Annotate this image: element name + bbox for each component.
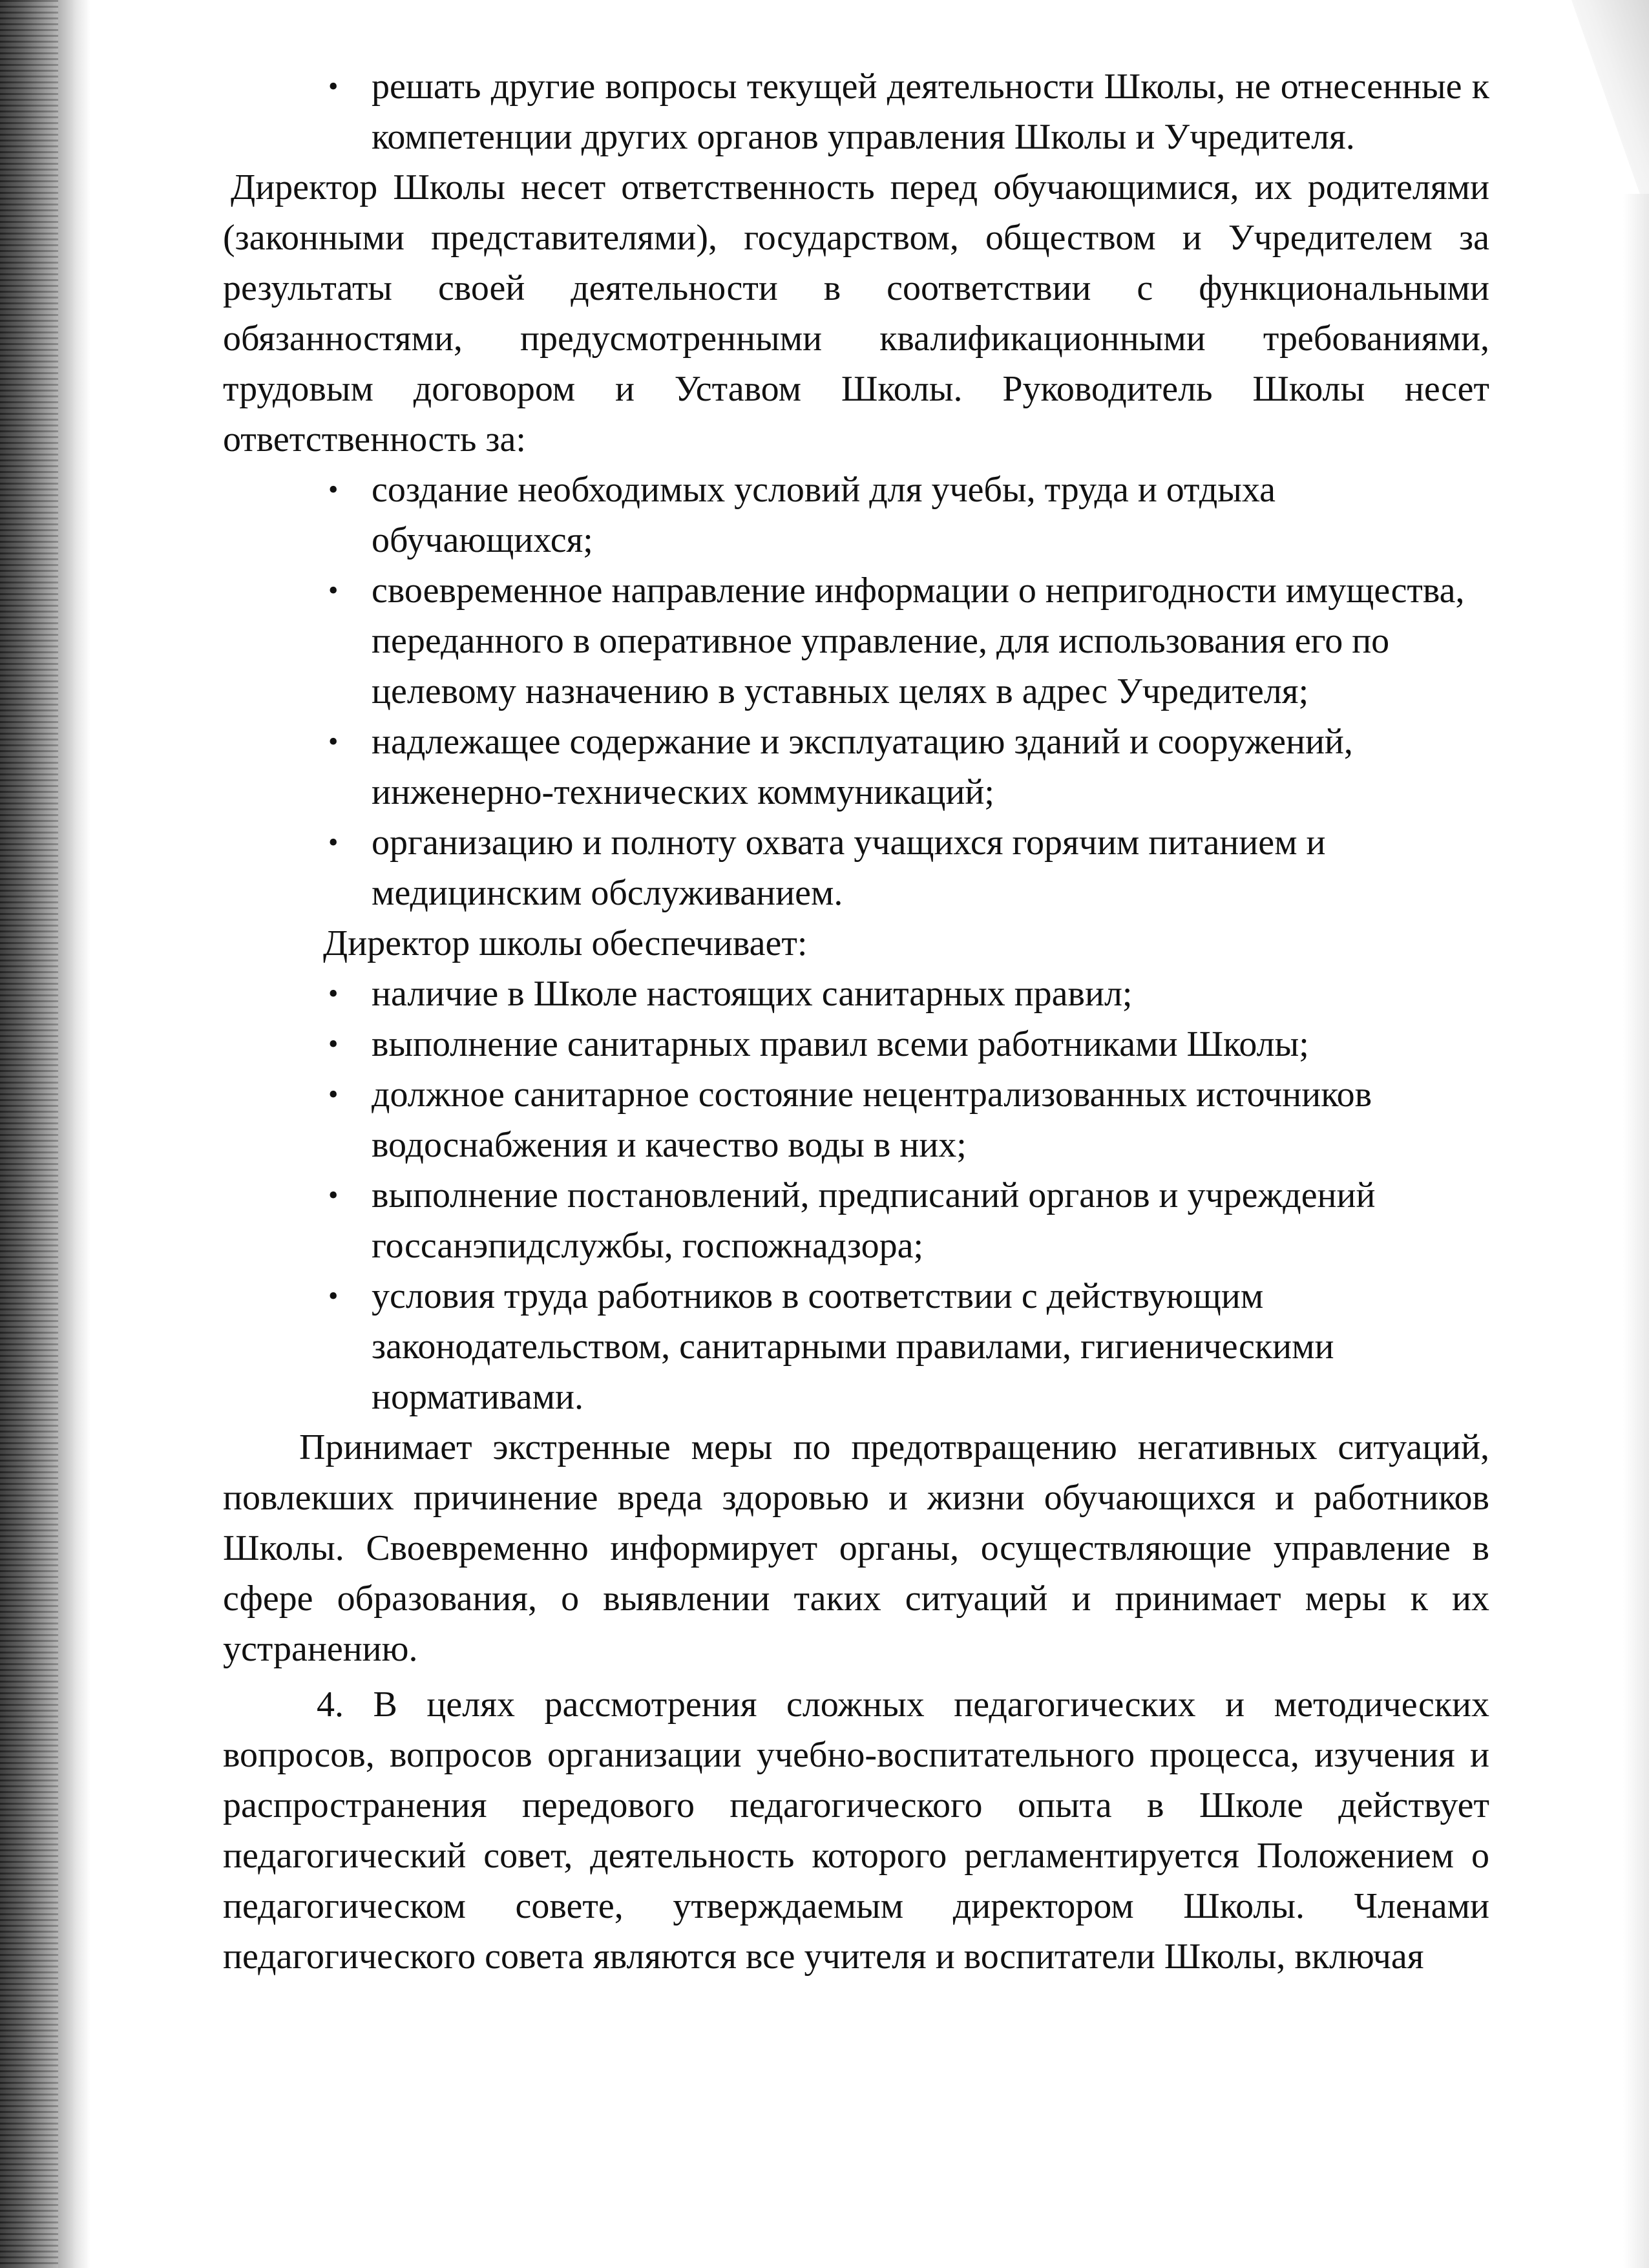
list-item [223, 717, 1489, 817]
list-item [223, 1271, 1489, 1422]
list-item-text: наличие в Школе настоящих санитарных правил; [372, 974, 1133, 1014]
bullet-icon: • [328, 978, 339, 1009]
list-item [223, 1069, 1489, 1170]
ensures-list [223, 969, 1489, 1422]
ensures-label: Директор школы обеспечивает: [323, 923, 808, 963]
bullet-icon: • [328, 826, 339, 858]
list-item-text: организацию и полноту охвата учащихся горячим питанием и медицинским обслуживанием. [372, 823, 1326, 913]
list-item-text: выполнение постановлений, предписаний органов и учреждений госсанэпидслужбы, госпожнадзора; [372, 1175, 1376, 1266]
emergency-paragraph: Принимает экстренные меры по предотвращению негативных ситуаций, повлекших причинение вреда здоровью и жизни обучающихся и работников Школы. Своевременно информирует органы, осуществляющие управление в сфере образования, о выявлении таких ситуаций и принимает меры к их устранению. [223, 1427, 1489, 1669]
list-item [223, 817, 1489, 918]
list-item-text: решать другие вопросы текущей деятельности Школы, не отнесенные к компетенции других органов управления Школы и Учредителя. [372, 67, 1489, 157]
list-item [223, 565, 1489, 717]
document-page [223, 61, 1489, 1982]
folded-corner [1571, 0, 1649, 220]
list-item-text: выполнение санитарных правил всеми работниками Школы; [372, 1024, 1309, 1064]
list-item-text: своевременное направление информации о непригодности имущества, переданного в оперативное управление, для использования его по целевому назначению в уставных целях в адрес Учредителя; [372, 571, 1465, 711]
list-item [223, 969, 1489, 1019]
top-bullet-list [223, 61, 1489, 162]
list-item-text: должное санитарное состояние нецентрализованных источников водоснабжения и качество воды в них; [372, 1075, 1372, 1165]
bullet-icon: • [328, 1078, 339, 1110]
bullet-icon: • [328, 1028, 339, 1060]
bullet-icon: • [328, 474, 339, 505]
list-item [223, 465, 1489, 565]
bullet-icon: • [328, 70, 339, 102]
bullet-icon: • [328, 726, 339, 757]
list-item [223, 1019, 1489, 1069]
section-4-paragraph: 4. В целях рассмотрения сложных педагогических и методических вопросов, вопросов организации учебно-воспитательного процесса, изучения и распространения передового педагогического опыта в Школе действует педагогический совет, деятельность которого регламентируется Положением о педагогическом совете, утверждаемым директором Школы. Членами педагогического совета являются все учителя и воспитатели Школы, включая [223, 1685, 1489, 1977]
scan-edge-streaks [0, 0, 58, 2268]
bullet-icon: • [328, 574, 339, 606]
list-item [223, 1170, 1489, 1271]
bullet-icon: • [328, 1280, 339, 1312]
bullet-icon: • [328, 1179, 339, 1211]
list-item-text: создание необходимых условий для учебы, труда и отдыха обучающихся; [372, 470, 1276, 560]
director-responsibility-paragraph: Директор Школы несет ответственность перед обучающимися, их родителями (законными представителями), государством, обществом и Учредителем за результаты своей деятельности в соответствии с функциональными обязанностями, предусмотренными квалификационными требованиями, трудовым договором и Уставом Школы. Руководитель Школы несет ответственность за: [223, 167, 1489, 459]
list-item [223, 61, 1489, 162]
list-item-text: надлежащее содержание и эксплуатацию зданий и сооружений, инженерно-технических коммуникаций; [372, 722, 1353, 812]
page-right-edge [1623, 194, 1649, 2268]
list-item-text: условия труда работников в соответствии с действующим законодательством, санитарными правилами, гигиеническими нормативами. [372, 1276, 1334, 1417]
responsibility-list [223, 465, 1489, 918]
